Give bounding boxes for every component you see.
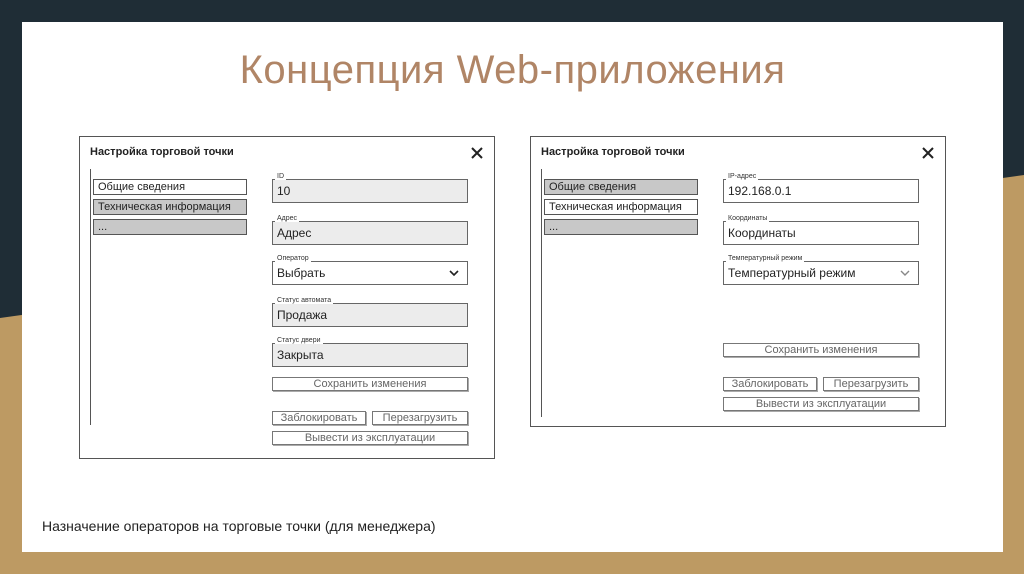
sidebar-item-technical[interactable]: Техническая информация	[544, 199, 698, 215]
sidebar-item-more[interactable]: ...	[544, 219, 698, 235]
left-settings-window	[79, 136, 495, 459]
sidebar-item-general[interactable]: Общие сведения	[93, 179, 247, 195]
decommission-button[interactable]: Вывести из эксплуатации	[723, 397, 919, 411]
door-status-field[interactable]: Закрыта	[272, 343, 468, 367]
operator-select-value: Выбрать	[277, 266, 326, 280]
block-button[interactable]: Заблокировать	[723, 377, 817, 391]
ip-address-label: IP-адрес	[728, 173, 757, 180]
slide	[22, 22, 1003, 552]
save-button[interactable]: Сохранить изменения	[272, 377, 468, 391]
address-label: Адрес	[277, 215, 298, 222]
save-button[interactable]: Сохранить изменения	[723, 343, 919, 357]
machine-status-field[interactable]: Продажа	[272, 303, 468, 327]
decommission-button[interactable]: Вывести из эксплуатации	[272, 431, 468, 445]
coordinates-label: Координаты	[728, 215, 768, 222]
right-settings-window	[530, 136, 946, 427]
block-button[interactable]: Заблокировать	[272, 411, 366, 425]
window-title: Настройка торговой точки	[541, 146, 685, 158]
reload-button[interactable]: Перезагрузить	[372, 411, 468, 425]
address-field[interactable]: Адрес	[272, 221, 468, 245]
operator-label: Оператор	[277, 255, 309, 262]
close-icon[interactable]	[921, 146, 935, 160]
sidebar-item-more[interactable]: ...	[93, 219, 247, 235]
id-label: ID	[277, 173, 284, 180]
temperature-mode-select[interactable]	[723, 261, 919, 285]
id-field[interactable]: 10	[272, 179, 468, 203]
coordinates-field[interactable]: Координаты	[723, 221, 919, 245]
sidebar-item-general[interactable]: Общие сведения	[544, 179, 698, 195]
operator-select[interactable]	[272, 261, 468, 285]
close-icon[interactable]	[470, 146, 484, 160]
door-status-label: Статус двери	[277, 337, 321, 344]
temperature-mode-label: Температурный режим	[728, 255, 803, 262]
temperature-mode-value: Температурный режим	[728, 266, 856, 280]
machine-status-label: Статус автомата	[277, 297, 332, 304]
chevron-down-icon	[449, 268, 459, 278]
slide-caption: Назначение операторов на торговые точки (для менеджера)	[42, 518, 436, 534]
sidebar-item-technical[interactable]: Техническая информация	[93, 199, 247, 215]
window-title: Настройка торговой точки	[90, 146, 234, 158]
page-title: Концепция Web-приложения	[239, 48, 786, 92]
chevron-down-icon	[900, 268, 910, 278]
ip-address-field[interactable]: 192.168.0.1	[723, 179, 919, 203]
reload-button[interactable]: Перезагрузить	[823, 377, 919, 391]
